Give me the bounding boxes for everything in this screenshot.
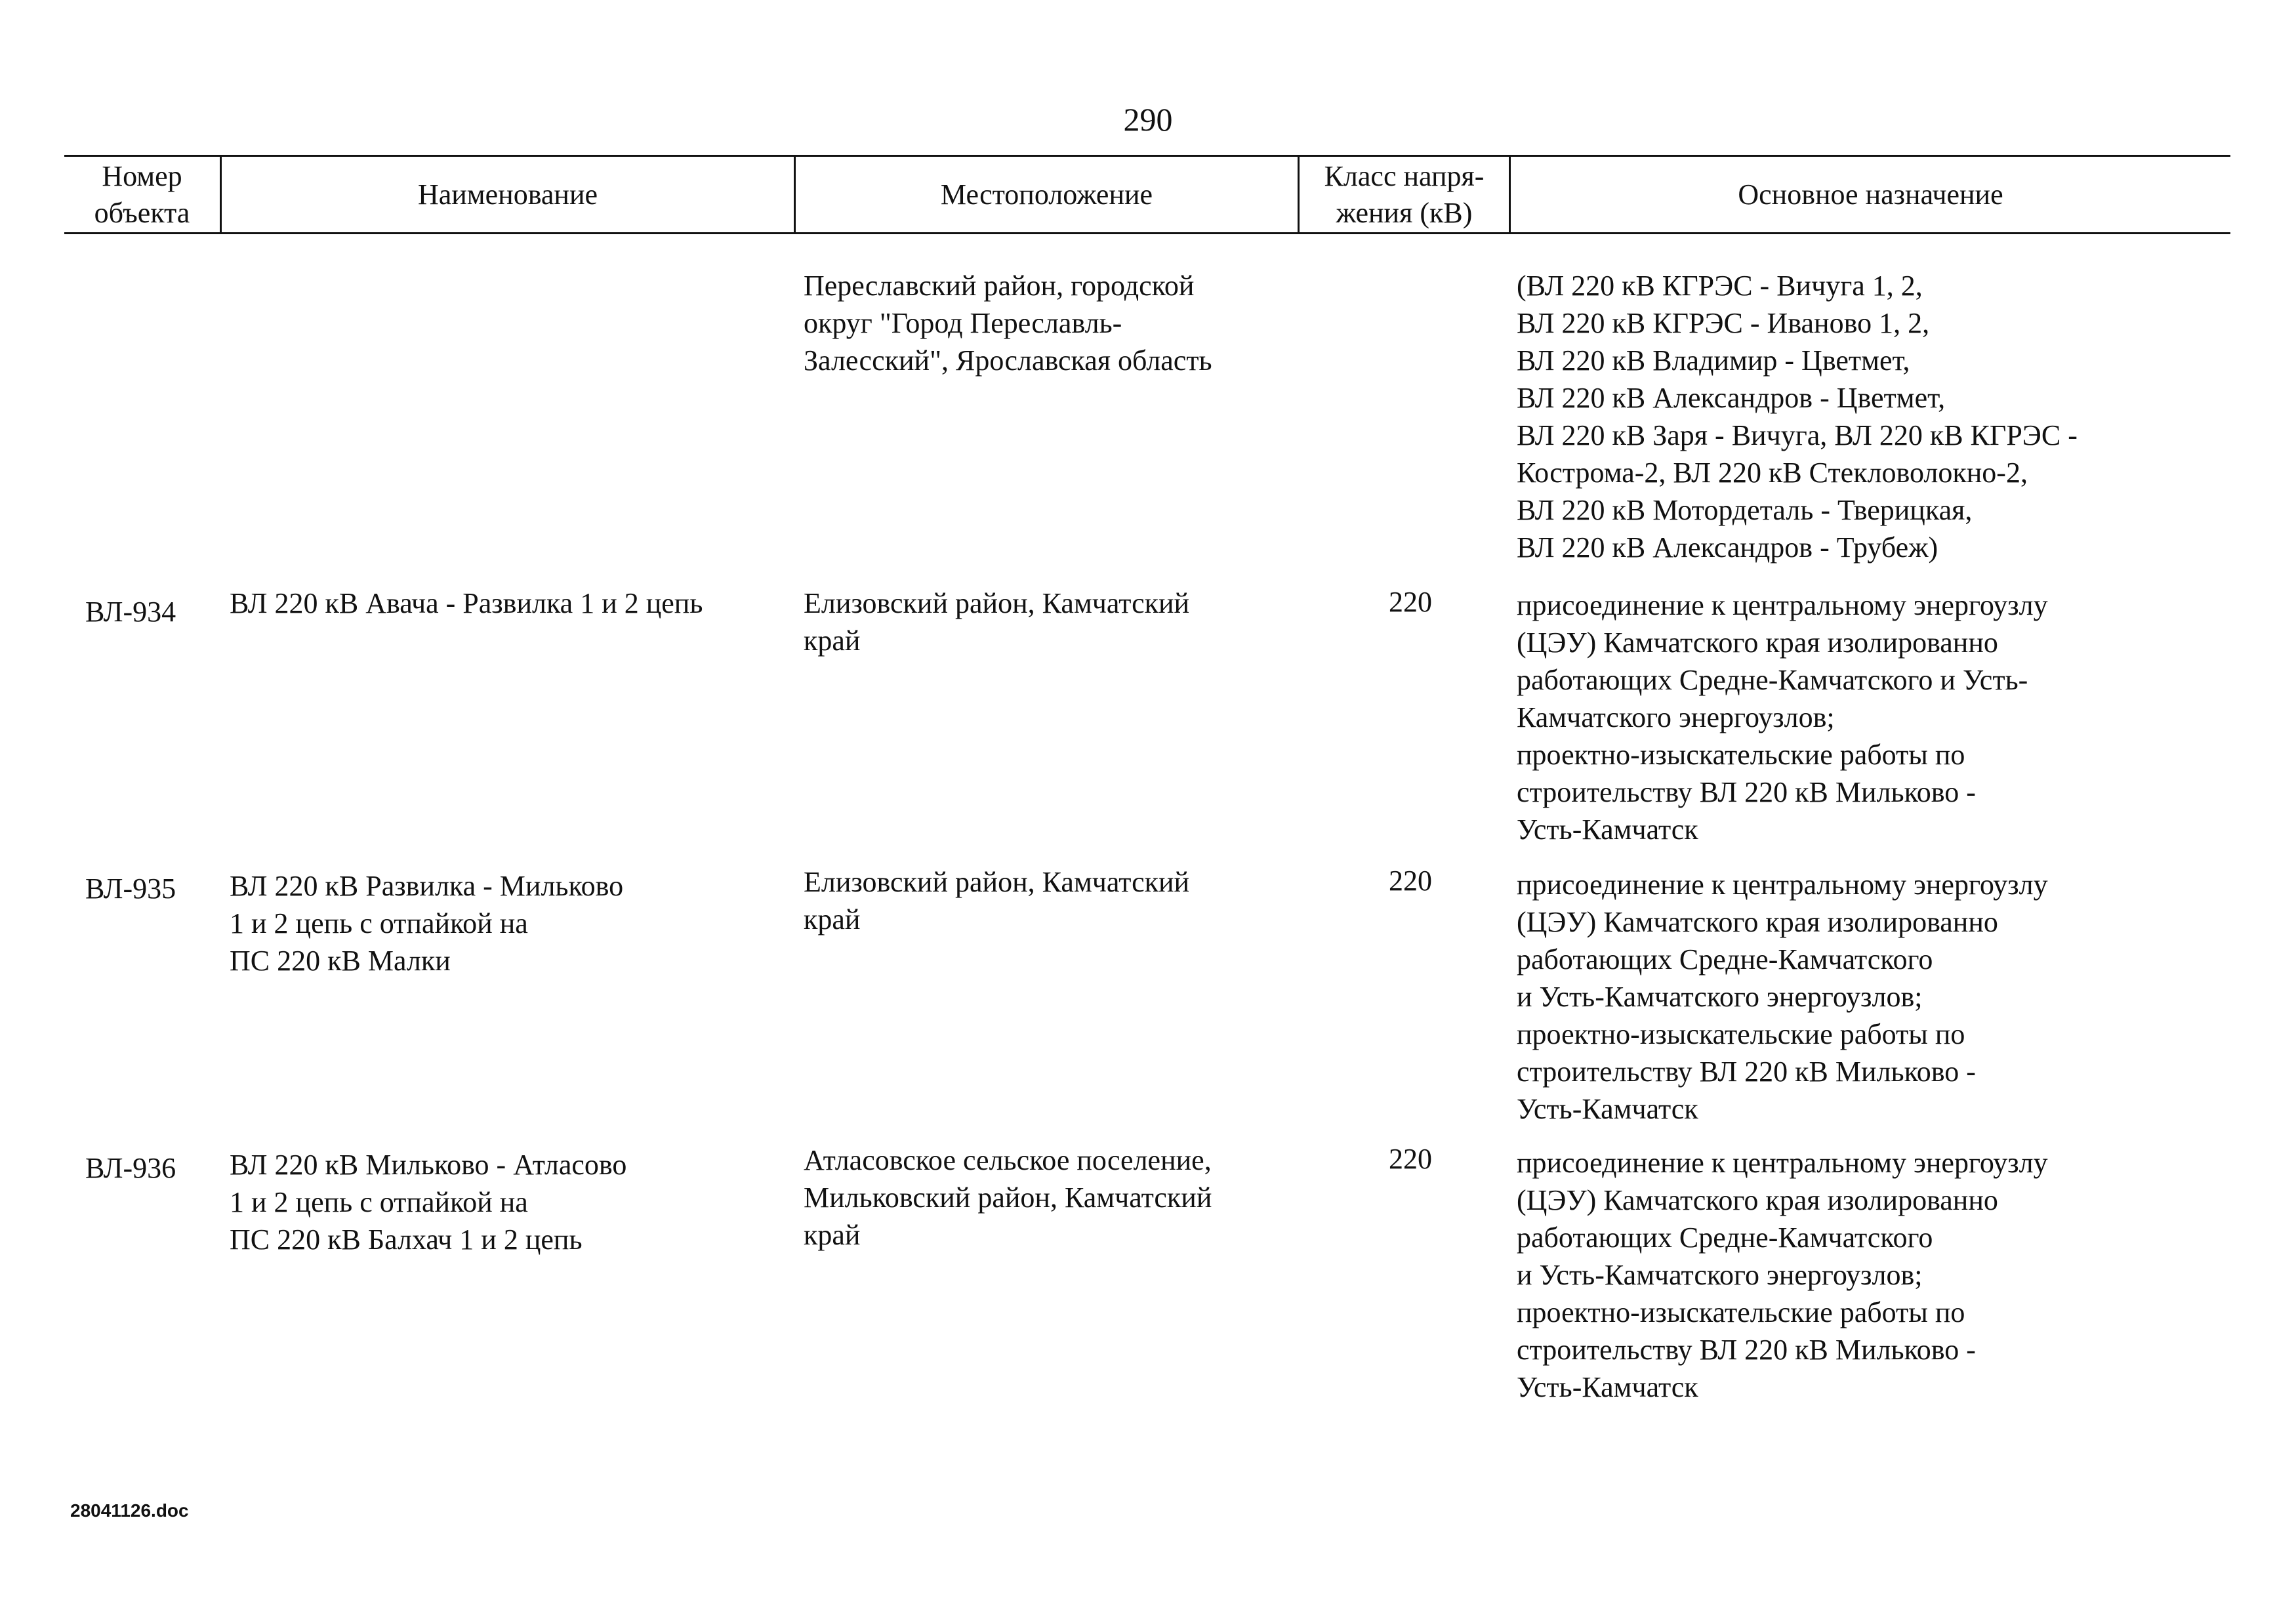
row-purpose: присоединение к центральному энергоузлу (ЦЭУ) Камчатского края изолированно работающих Средне-Камчатского и Усть-Камчатского энергоузлов; проектно-изыскательские работы по строительству ВЛ 220 кВ Мильково - Усть-Камчатск: [1517, 869, 2048, 1125]
row-location: Атласовское сельское поселение, Мильковский район, Камчатский край: [804, 1144, 1212, 1251]
row-object-number: ВЛ-934: [85, 596, 176, 628]
page-number: 290: [1123, 101, 1173, 138]
header-voltage-class: Класс напря-жения (кВ): [1324, 159, 1485, 229]
header-location: Местоположение: [940, 178, 1153, 211]
row-name: ВЛ 220 кВ Мильково - Атласово 1 и 2 цепь с отпайкой на ПС 220 кВ Балхач 1 и 2 цепь: [230, 1149, 627, 1256]
row-location: Елизовский район, Камчатский край: [804, 587, 1190, 657]
continuation-location: Переславский район, городской округ "Город Переславль- Залесский", Ярославская область: [804, 270, 1212, 377]
row-name: ВЛ 220 кВ Развилка - Мильково 1 и 2 цепь с отпайкой на ПС 220 кВ Малки: [230, 870, 624, 977]
row-voltage: 220: [1389, 586, 1432, 618]
row-purpose: присоединение к центральному энергоузлу (ЦЭУ) Камчатского края изолированно работающих Средне-Камчатского и Усть- Камчатского энергоузлов; проектно-изыскательские работы по строительству ВЛ 220 кВ Мильково - Усть-Камчатск: [1517, 589, 2048, 846]
row-voltage: 220: [1389, 1143, 1432, 1175]
header-bottom-rule: [64, 232, 2230, 234]
row-name: ВЛ 220 кВ Авача - Развилка 1 и 2 цепь: [230, 587, 703, 619]
header-purpose: Основное назначение: [1738, 178, 2003, 211]
footer-doc-name: 28041126.doc: [70, 1500, 189, 1521]
header-object-number: Номер объекта: [94, 159, 190, 229]
row-voltage: 220: [1389, 865, 1432, 897]
row-object-number: ВЛ-935: [85, 873, 176, 905]
row-location: Елизовский район, Камчатский край: [804, 866, 1190, 935]
row-purpose: присоединение к центральному энергоузлу (ЦЭУ) Камчатского края изолированно работающих Средне-Камчатского и Усть-Камчатского энергоузлов; проектно-изыскательские работы по строительству ВЛ 220 кВ Мильково - Усть-Камчатск: [1517, 1147, 2048, 1403]
continuation-purpose: (ВЛ 220 кВ КГРЭС - Вичуга 1, 2, ВЛ 220 кВ КГРЭС - Иваново 1, 2, ВЛ 220 кВ Владимир - Цветмет, ВЛ 220 кВ Александров - Цветмет, ВЛ 220 кВ Заря - Вичуга, ВЛ 220 кВ КГРЭС - Кострома-2, ВЛ 220 кВ Стекловолокно-2, ВЛ 220 кВ Мотордеталь - Тверицкая, ВЛ 220 кВ Александров - Трубеж): [1517, 270, 2078, 564]
header-name: Наименование: [417, 178, 598, 211]
row-object-number: ВЛ-936: [85, 1152, 176, 1184]
